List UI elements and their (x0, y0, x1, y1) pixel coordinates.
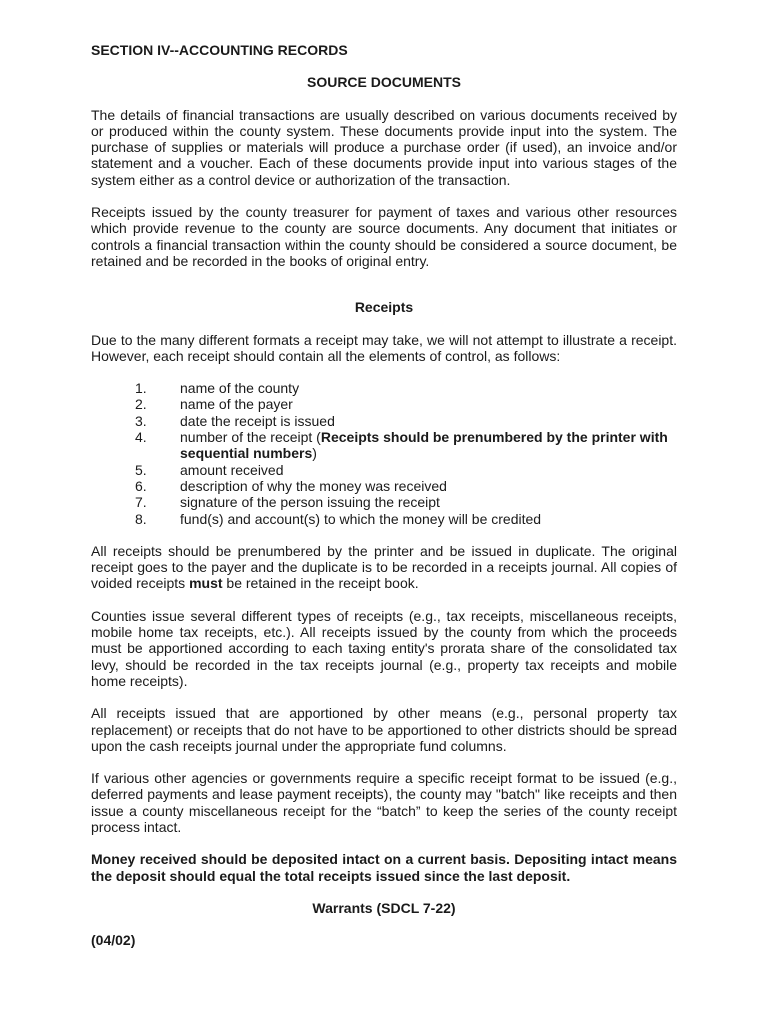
prenumbered-emphasis: Receipts should be prenumbered by the printer with sequential numbers (180, 429, 668, 462)
list-item-number: 8. (135, 510, 147, 527)
paragraph-apportioned-receipts: All receipts issued that are apportioned by other means (e.g., personal property tax replacement) or receipts that do not have to be apportioned to other districts should be spread upon the cash receipts journal under the appropriate fund columns. (91, 705, 677, 754)
paragraph-financial-transactions: The details of financial transactions are usually described on various documents received by or produced within the county system. These documents provide input into the system. The purchase of supplies or materials will produce a purchase order (if used), an invoice and/or statement and a voucher. Each of these documents provide input into various stages of the system either as a control device or authorization of the transaction. (91, 106, 677, 188)
section-title: SECTION IV--ACCOUNTING RECORDS (91, 42, 348, 58)
footer-date: (04/02) (91, 932, 136, 949)
paragraph-treasurer-receipts: Receipts issued by the county treasurer for payment of taxes and various other resources which provide revenue to the county are source documents. Any document that initiates or controls a financial transaction within the county should be considered a source document, be retained and be recorded in the books of original entry. (91, 204, 677, 269)
list-item (91, 478, 677, 494)
list-item (91, 413, 677, 429)
list-item-text: name of the county (180, 380, 300, 397)
paragraph-text-after: be retained in the receipt book. (222, 575, 419, 592)
list-item-text: amount received (180, 461, 284, 478)
paragraph-receipt-types: Counties issue several different types of receipts (e.g., tax receipts, miscellaneous receipts, mobile home tax receipts, etc.). All receipts issued by the county from which the proceeds must be apportioned according to each taxing entity's prorata share of the consolidated tax levy, should be recorded in the tax receipts journal (e.g., property tax receipts and mobile home receipts). (91, 607, 677, 689)
list-item-number: 7. (135, 494, 147, 511)
paragraph-batch-receipts: If various other agencies or governments require a specific receipt format to be issued (e.g., deferred payments and lease payment receipts), the county may "batch" like receipts and then issue a county miscellaneous receipt for the “batch” to keep the series of the county receipt process intact. (91, 770, 677, 835)
list-item-text-before: number of the receipt ( (180, 429, 321, 446)
document-page (91, 42, 677, 948)
paragraph-text-before: All receipts should be prenumbered by the printer and be issued in duplicate. The original receipt goes to the payer and the duplicate is to be recorded in a receipts journal. All copies of voided receipts (91, 542, 677, 592)
list-item (91, 494, 677, 510)
heading-receipts: Receipts (354, 299, 414, 316)
list-item-text: description of why the money was received (180, 477, 447, 494)
list-item-text-after: ) (312, 445, 317, 462)
list-item-number: 5. (135, 461, 147, 478)
list-item-number: 3. (135, 412, 147, 429)
list-item-number: 6. (135, 477, 147, 494)
list-item-text: name of the payer (180, 396, 293, 413)
list-item (91, 462, 677, 478)
list-item-number: 2. (135, 396, 147, 413)
heading-warrants: Warrants (SDCL 7-22) (312, 899, 456, 916)
list-item-text: signature of the person issuing the receipt (180, 494, 440, 511)
list-item-number: 1. (135, 380, 147, 397)
paragraph-receipt-formats: Due to the many different formats a receipt may take, we will not attempt to illustrate a receipt. However, each receipt should contain all the elements of control, as follows: (91, 331, 677, 364)
list-item-number: 4. (135, 429, 147, 446)
list-item-text (180, 429, 677, 462)
list-item (91, 511, 677, 527)
list-item (91, 429, 677, 462)
receipt-elements-list (91, 380, 677, 527)
paragraph-deposit-intact: Money received should be deposited intact on a current basis. Depositing intact means the deposit should equal the total receipts issued since the last deposit. (91, 851, 677, 884)
list-item (91, 396, 677, 412)
paragraph-prenumbered-duplicate (91, 543, 677, 592)
list-item-text: date the receipt is issued (180, 412, 335, 429)
list-item (91, 380, 677, 396)
must-emphasis: must (189, 575, 223, 592)
heading-source-documents: SOURCE DOCUMENTS (306, 74, 461, 91)
list-item-text: fund(s) and account(s) to which the money will be credited (180, 510, 542, 527)
